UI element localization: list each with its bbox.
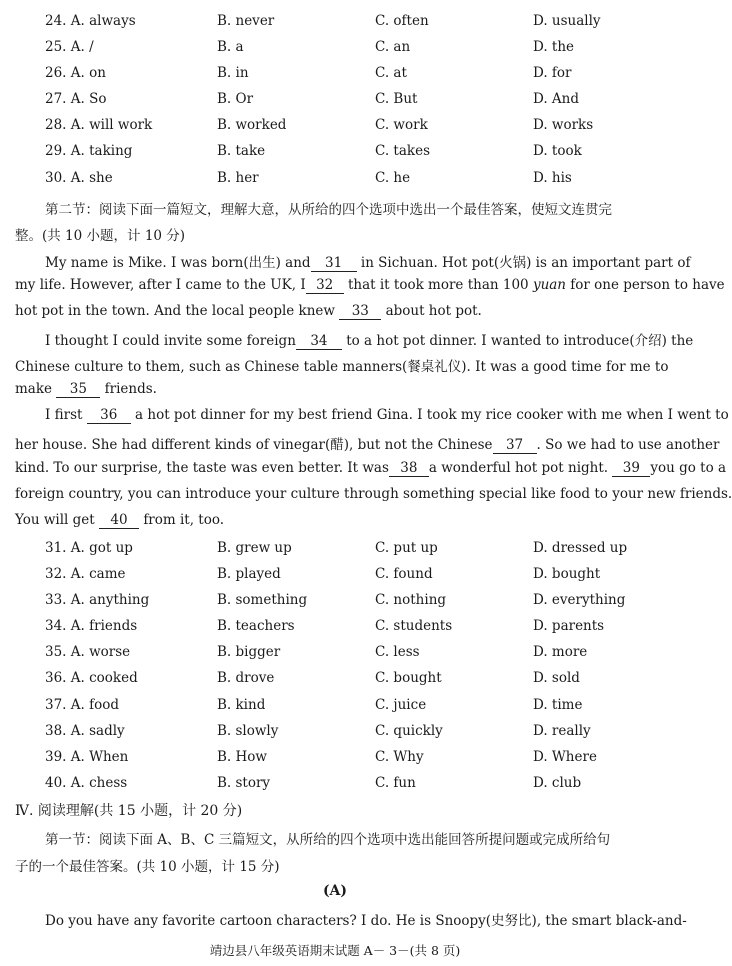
option-c: C. found bbox=[375, 566, 433, 583]
option-d: D. time bbox=[533, 696, 583, 713]
option-b: B. never bbox=[217, 13, 275, 29]
option-d: D. really bbox=[533, 722, 591, 739]
part4-title: Ⅳ. 阅读理解(共 15 小题，计 20 分) bbox=[15, 803, 243, 819]
blank-32: 32 bbox=[306, 277, 344, 294]
blank-40: 40 bbox=[99, 512, 139, 529]
option-d: D. usually bbox=[533, 13, 601, 29]
passage-a-label: (A) bbox=[322, 883, 348, 899]
passage-line: I thought I could invite some foreign 34 to a hot pot dinner. I wanted to introduce(介绍) the bbox=[45, 333, 694, 349]
option-a: 40. A. chess bbox=[45, 774, 128, 791]
option-c: C. work bbox=[375, 117, 428, 134]
option-d: D. And bbox=[533, 91, 580, 108]
option-row bbox=[0, 39, 670, 65]
option-c: C. put up bbox=[375, 540, 438, 556]
option-c: C. quickly bbox=[375, 722, 443, 739]
option-row bbox=[0, 540, 670, 566]
option-d: D. dressed up bbox=[533, 540, 628, 556]
option-b: B. story bbox=[217, 774, 271, 791]
option-d: D. his bbox=[533, 169, 572, 186]
option-a: 34. A. friends bbox=[45, 618, 138, 635]
passage-line: Chinese culture to them, such as Chinese table manners(餐桌礼仪). It was a good time for me to bbox=[15, 359, 669, 375]
option-b: B. How bbox=[217, 748, 267, 765]
option-c: C. an bbox=[375, 39, 411, 56]
blank-39: 39 bbox=[612, 460, 650, 477]
blank-33: 33 bbox=[339, 303, 381, 320]
option-row bbox=[0, 592, 670, 618]
option-a: 31. A. got up bbox=[45, 540, 133, 556]
option-b: B. a bbox=[217, 39, 244, 56]
part4-instruction-line1: 第一节：阅读下面 A、B、C 三篇短文，从所给的四个选项中选出能回答所提问题或完成所给句 bbox=[45, 832, 611, 848]
passage-line: my life. However, after I came to the UK, I 32 that it took more than 100 yuan for one person to have bbox=[15, 277, 725, 293]
option-c: C. takes bbox=[375, 143, 431, 160]
option-d: D. works bbox=[533, 117, 594, 134]
option-a: 26. A. on bbox=[45, 65, 106, 82]
options-24-30 bbox=[0, 13, 670, 196]
option-d: D. club bbox=[533, 774, 582, 791]
option-d: D. took bbox=[533, 143, 582, 160]
option-c: C. less bbox=[375, 644, 420, 661]
option-d: D. for bbox=[533, 65, 572, 82]
option-row bbox=[0, 775, 670, 801]
option-c: C. often bbox=[375, 13, 429, 29]
blank-36: 36 bbox=[87, 407, 131, 424]
option-row bbox=[0, 618, 670, 644]
option-b: B. something bbox=[217, 592, 308, 609]
option-c: C. But bbox=[375, 91, 418, 108]
option-b: B. teachers bbox=[217, 618, 295, 635]
option-a: 35. A. worse bbox=[45, 644, 131, 661]
option-d: D. parents bbox=[533, 618, 605, 635]
passage-line: foreign country, you can introduce your culture through something special like food to your new friends. bbox=[15, 486, 732, 502]
option-a: 33. A. anything bbox=[45, 592, 150, 609]
passage-line: hot pot in the town. And the local people knew 33 about hot pot. bbox=[15, 303, 482, 319]
option-a: 25. A. / bbox=[45, 39, 94, 56]
blank-38: 38 bbox=[389, 460, 429, 477]
option-c: C. Why bbox=[375, 748, 424, 765]
page-footer: 靖边县八年级英语期末试题 A－ 3－(共 8 页) bbox=[209, 943, 461, 958]
option-a: 36. A. cooked bbox=[45, 670, 138, 687]
option-d: D. everything bbox=[533, 592, 626, 609]
passage-line: her house. She had different kinds of vinegar(醋), but not the Chinese 37 . So we had to use another bbox=[15, 437, 720, 453]
option-c: C. nothing bbox=[375, 592, 447, 609]
passage-line: kind. To our surprise, the taste was even better. It was 38 a wonderful hot pot night. 39 you go to a bbox=[15, 460, 727, 476]
option-c: C. fun bbox=[375, 774, 416, 791]
option-row bbox=[0, 143, 670, 169]
blank-35: 35 bbox=[56, 381, 100, 398]
option-row bbox=[0, 670, 670, 696]
option-c: C. juice bbox=[375, 696, 427, 713]
option-row bbox=[0, 723, 670, 749]
section2-instruction-line1: 第二节：阅读下面一篇短文，理解大意，从所给的四个选项中选出一个最佳答案，使短文连贯完 bbox=[45, 202, 612, 218]
option-row bbox=[0, 13, 670, 39]
option-b: B. worked bbox=[217, 117, 287, 134]
option-row bbox=[0, 644, 670, 670]
option-b: B. take bbox=[217, 143, 266, 160]
option-b: B. in bbox=[217, 65, 249, 82]
option-d: D. the bbox=[533, 39, 575, 56]
option-a: 37. A. food bbox=[45, 696, 120, 713]
blank-34: 34 bbox=[296, 333, 342, 350]
option-b: B. Or bbox=[217, 91, 254, 108]
option-b: B. played bbox=[217, 566, 281, 583]
passage-a-first-line: Do you have any favorite cartoon characters? I do. He is Snoopy(史努比), the smart black-and- bbox=[45, 913, 687, 929]
option-row bbox=[0, 65, 670, 91]
option-row bbox=[0, 697, 670, 723]
option-b: B. kind bbox=[217, 696, 266, 713]
option-a: 32. A. came bbox=[45, 566, 126, 583]
option-row bbox=[0, 91, 670, 117]
passage-line: I first 36 a hot pot dinner for my best friend Gina. I took my rice cooker with me when I went to bbox=[45, 407, 729, 423]
blank-37: 37 bbox=[493, 437, 537, 454]
option-a: 24. A. always bbox=[45, 13, 136, 29]
option-a: 29. A. taking bbox=[45, 143, 133, 160]
option-d: D. Where bbox=[533, 748, 597, 765]
passage-line: My name is Mike. I was born(出生) and 31 in Sichuan. Hot pot(火锅) is an important part of bbox=[45, 255, 691, 271]
option-a: 30. A. she bbox=[45, 169, 113, 186]
option-row bbox=[0, 566, 670, 592]
option-a: 38. A. sadly bbox=[45, 722, 125, 739]
option-d: D. more bbox=[533, 644, 588, 661]
options-31-40 bbox=[0, 540, 670, 801]
option-d: D. bought bbox=[533, 566, 601, 583]
option-c: C. bought bbox=[375, 670, 442, 687]
option-a: 39. A. When bbox=[45, 748, 129, 765]
option-row bbox=[0, 117, 670, 143]
option-a: 27. A. So bbox=[45, 91, 107, 108]
option-row bbox=[0, 170, 670, 196]
passage-line: make 35 friends. bbox=[15, 381, 157, 397]
option-d: D. sold bbox=[533, 670, 580, 687]
option-b: B. grew up bbox=[217, 540, 292, 556]
option-a: 28. A. will work bbox=[45, 117, 153, 134]
option-c: C. he bbox=[375, 169, 411, 186]
option-b: B. drove bbox=[217, 670, 275, 687]
option-b: B. her bbox=[217, 169, 259, 186]
part4-instruction-line2: 子的一个最佳答案。(共 10 小题，计 15 分) bbox=[15, 859, 280, 875]
passage-line: You will get 40 from it, too. bbox=[15, 512, 225, 528]
blank-31: 31 bbox=[311, 255, 357, 272]
section2-instruction-line2: 整。(共 10 小题，计 10 分) bbox=[15, 228, 186, 244]
option-row bbox=[0, 749, 670, 775]
option-c: C. students bbox=[375, 618, 453, 635]
option-b: B. slowly bbox=[217, 722, 279, 739]
option-c: C. at bbox=[375, 65, 407, 82]
option-b: B. bigger bbox=[217, 644, 281, 661]
